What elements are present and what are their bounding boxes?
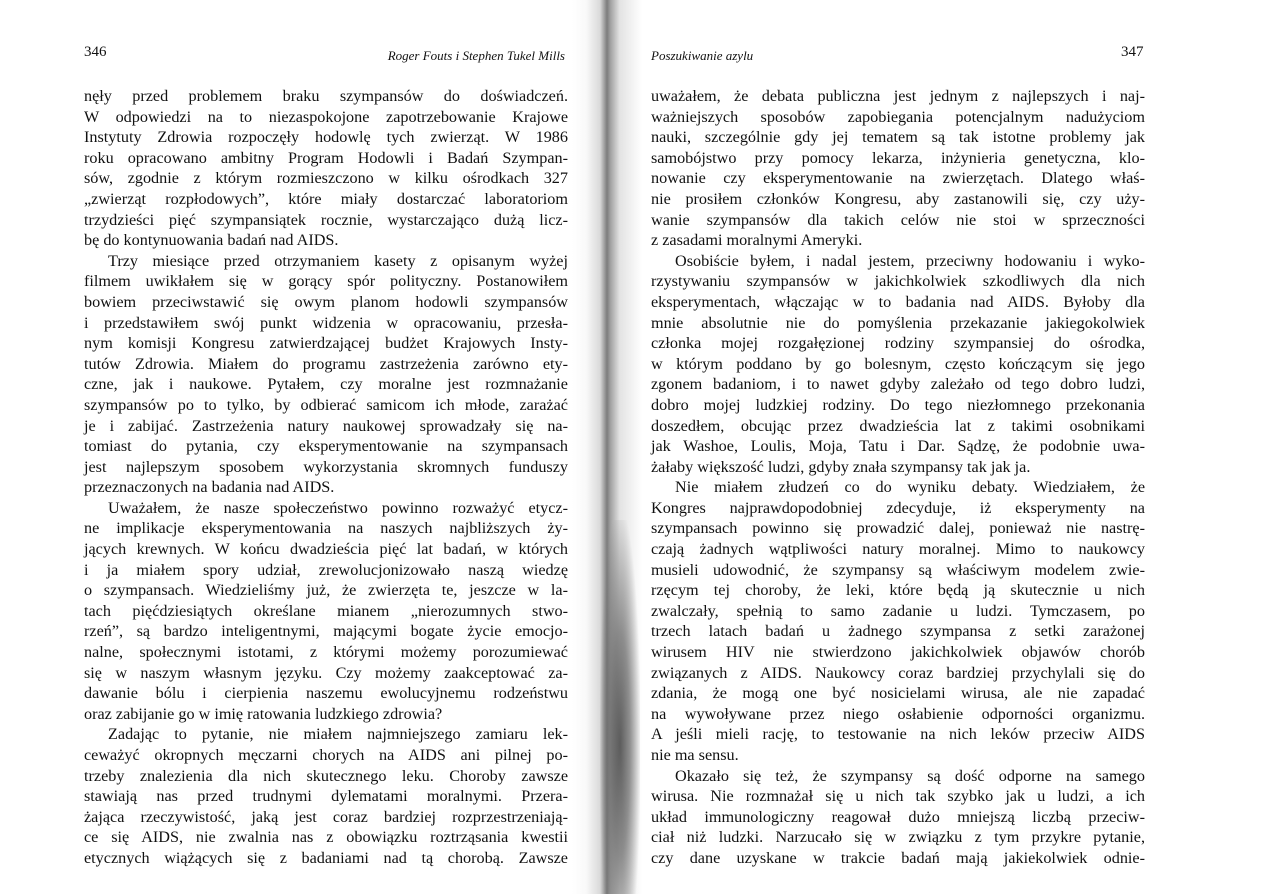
text-line: bę do kontynuowania badań nad AIDS. (84, 231, 339, 250)
text-line: trzeby znalezienia dla nich skutecznego leku. Choroby zawsze (84, 766, 568, 785)
text-line: eksperymentach, włączając w to badania nad AIDS. Byłoby dla (651, 292, 1145, 311)
text-line: szympansów po to tylko, by odbierać samicom ich młode, zarażać (84, 395, 568, 414)
text-line: czy dane uzyskane w trakcie badań mają jakiekolwiek odnie- (651, 848, 1145, 867)
text-line: i ja miałem spory udział, zrewolucjonizowało naszą wiedzę (84, 560, 568, 579)
text-line: szympansach powinno się prowadzić dalej, ponieważ nie nastrę- (651, 519, 1145, 538)
text-line: samobójstwo przy pomocy lekarza, inżynieria genetyczna, klo- (651, 148, 1145, 167)
paragraph (651, 766, 1145, 869)
text-line: dobro mojej ludzkiej rodziny. Do tego niezłomnego przekonania (651, 395, 1145, 414)
text-line: ne implikacje eksperymentowania na naszych najbliższych ży- (84, 519, 568, 538)
text-line: rzeń”, są bardzo inteligentnymi, mającymi bogate życie emocjo- (84, 622, 568, 641)
right-page-number: 347 (1121, 44, 1144, 60)
right-page-body (651, 86, 1145, 869)
text-line: rzęcym tej choroby, że leki, które będą ją skutecznie u nich (651, 581, 1145, 600)
text-line: bowiem przeciwstawić się owym planom hodowli szympansów (84, 292, 568, 311)
text-line: ceważyć okropnych męczarni chorych na AIDS ani pilnej po- (84, 746, 568, 764)
text-line: związanych z AIDS. Naukowcy coraz bardziej przychylali się do (651, 663, 1145, 682)
text-line: tutów Zdrowia. Miałem do programu zastrzeżenia zarówno ety- (84, 354, 568, 373)
text-line: zwalczały, spełnią to samo zadanie u ludzi. Tymczasem, po (651, 601, 1145, 620)
text-line: jących krewnych. W końcu dwadzieścia pięć lat badań, w których (84, 540, 568, 559)
text-line: doszedłem, obcując przez dwadzieścia lat z takimi osobnikami (651, 416, 1145, 435)
text-line: Kongres najprawdopodobniej zdecyduje, iż eksperymenty na (651, 498, 1145, 517)
right-running-head: Poszukiwanie azylu (651, 48, 754, 63)
text-line: w którym poddano by go bolesnym, często kończącym się jego (651, 354, 1145, 373)
paragraph (651, 477, 1145, 765)
left-running-head: Roger Fouts i Stephen Tukel Mills (387, 48, 565, 63)
paragraph (651, 86, 1145, 251)
left-page-body (84, 86, 568, 869)
text-line: stawiają nas przed trudnymi dylematami moralnymi. Przera- (84, 787, 568, 806)
text-line: czne, jak i naukowe. Pytałem, czy moralne jest rozmnażanie (84, 375, 568, 394)
book-gutter-shadow-lower (600, 520, 640, 894)
paragraph (651, 251, 1145, 478)
text-line: mnie absolutnie nie do pomyślenia przekazanie jakiegokolwiek (651, 313, 1145, 332)
text-line: ważniejszych sposobów zapobiegania potencjalnym nadużyciom (651, 107, 1145, 126)
text-line: Zadając to pytanie, nie miałem najmniejszego zamiaru lek- (108, 725, 568, 744)
paragraph (84, 498, 568, 725)
text-line: jest najlepszym sposobem wykorzystania skromnych funduszy (84, 457, 568, 476)
text-line: nalne, społecznymi istotami, z którymi możemy porozumiewać (84, 643, 568, 662)
text-line: jak Washoe, Loulis, Moja, Tatu i Dar. Sądzę, że podobnie uwa- (651, 437, 1145, 456)
paragraph (84, 251, 568, 498)
text-line: się w naszym własnym języku. Czy możemy zaakceptować za- (84, 663, 568, 682)
text-line: ciał niż ludzki. Narzucało się w związku z tym przykre pytanie, (651, 828, 1145, 847)
paragraph (84, 86, 568, 251)
text-line: wanie szympansów dla takich celów nie stoi w sprzeczności (651, 210, 1145, 229)
text-line: przeznaczonych na badania nad AIDS. (84, 478, 335, 497)
text-line: nie prosiłem członków Kongresu, aby zastanowili się, czy uży- (651, 189, 1145, 208)
text-line: układ immunologiczny reagował dużo mniejszą liczbą przeciw- (651, 807, 1145, 826)
text-line: ce się AIDS, nie zwalnia nas z obowiązku roztrząsania kwestii (84, 828, 568, 847)
text-line: musieli udowodnić, że szympansy są właściwym modelem zwie- (651, 560, 1145, 579)
text-line: i przedstawiłem swój punkt widzenia w opracowaniu, przesła- (84, 313, 568, 332)
text-line: nęły przed problemem braku szympansów do doświadczeń. (84, 87, 568, 105)
text-line: dawanie bólu i cierpienia naszemu ewolucyjnemu rodzeństwu (84, 684, 568, 703)
text-line: na wywoływane przez niego osłabienie odporności organizmu. (651, 704, 1145, 723)
text-line: trzech latach badań u żadnego szympansa z setki zarażonej (651, 622, 1145, 641)
text-line: tomiast do pytania, czy eksperymentowanie na szympansach (84, 437, 568, 456)
text-line: Trzy miesiące przed otrzymaniem kasety z opisanym wyżej (108, 251, 568, 270)
text-line: Uważałem, że nasze społeczeństwo powinno rozważyć etycz- (108, 498, 568, 517)
text-line: zgonem badaniom, i to nawet gdyby zależało od tego dobro ludzi, (651, 375, 1145, 394)
text-line: Okazało się też, że szympansy są dość odporne na samego (675, 766, 1145, 785)
text-line: o szympansach. Wiedzieliśmy już, że zwierzęta te, jeszcze w la- (84, 581, 568, 600)
text-line: etycznych wiążących się z badaniami nad tą chorobą. Zawsze (84, 848, 568, 867)
text-line: rzystywaniu szympansów w jakichkolwiek szkodliwych dla nich (651, 272, 1145, 291)
text-line: Instytuty Zdrowia rozpoczęły hodowlę tych zwierząt. W 1986 (84, 128, 568, 147)
text-line: nym komisji Kongresu zatwierdzającej budżet Krajowych Insty- (84, 334, 568, 353)
text-line: Nie miałem złudzeń co do wyniku debaty. Wiedziałem, że (675, 478, 1145, 497)
text-line: wirusem HIV nie stwierdzono jakichkolwiek objawów chorób (651, 643, 1145, 662)
text-line: oraz zabijanie go w imię ratowania ludzkiego zdrowia? (84, 704, 443, 723)
text-line: filmem uwikłałem się w gorący spór polityczny. Postanowiłem (84, 272, 568, 291)
paragraph (84, 724, 568, 868)
text-line: je i zabijać. Zastrzeżenia natury naukowej sprowadzały się na- (84, 416, 568, 435)
text-line: członka mojej rozgałęzionej rodziny szympansiej do ośrodka, (651, 334, 1145, 353)
text-line: zdania, że mogą one być nosicielami wirusa, ale nie zapadać (651, 684, 1145, 703)
text-line: żałaby większość ludzi, gdyby znała szympansy tak jak ja. (651, 457, 1031, 476)
text-line: nie ma sensu. (651, 746, 739, 764)
text-line: W odpowiedzi na to niezaspokojone zapotrzebowanie Krajowe (84, 107, 568, 126)
text-line: z zasadami moralnymi Ameryki. (651, 231, 863, 250)
text-line: żająca rzeczywistość, jaką jest coraz bardziej rozprzestrzeniają- (84, 807, 568, 826)
text-line: Osobiście byłem, i nadal jestem, przeciwny hodowaniu i wyko- (675, 251, 1145, 270)
text-line: czają żadnych wątpliwości natury moralnej. Mimo to naukowcy (651, 540, 1145, 559)
text-line: A jeśli mieli rację, to testowanie na nich leków przeciw AIDS (651, 725, 1145, 744)
text-line: wirusa. Nie rozmnażał się u nich tak szybko jak u ludzi, a ich (651, 787, 1145, 806)
text-line: sów, zgodnie z którym rozmieszczono w kilku ośrodkach 327 (84, 169, 568, 188)
left-page-number: 346 (84, 44, 107, 60)
text-line: nowanie czy eksperymentowanie na zwierzętach. Dlatego właś- (651, 169, 1145, 188)
text-line: roku opracowano ambitny Program Hodowli i Badań Szympan- (84, 148, 568, 167)
text-line: nauki, szczególnie gdy jej tematem są tak istotne problemy jak (651, 128, 1145, 147)
text-line: trzydzieści pięć szympansiątek rocznie, wystarczająco dużą licz- (84, 210, 568, 229)
text-line: tach pięćdziesiątych określane mianem „nierozumnych stwo- (84, 601, 568, 620)
text-line: „zwierząt rozpłodowych”, które miały dostarczać laboratoriom (84, 189, 568, 208)
text-line: uważałem, że debata publiczna jest jednym z najlepszych i naj- (651, 87, 1145, 105)
